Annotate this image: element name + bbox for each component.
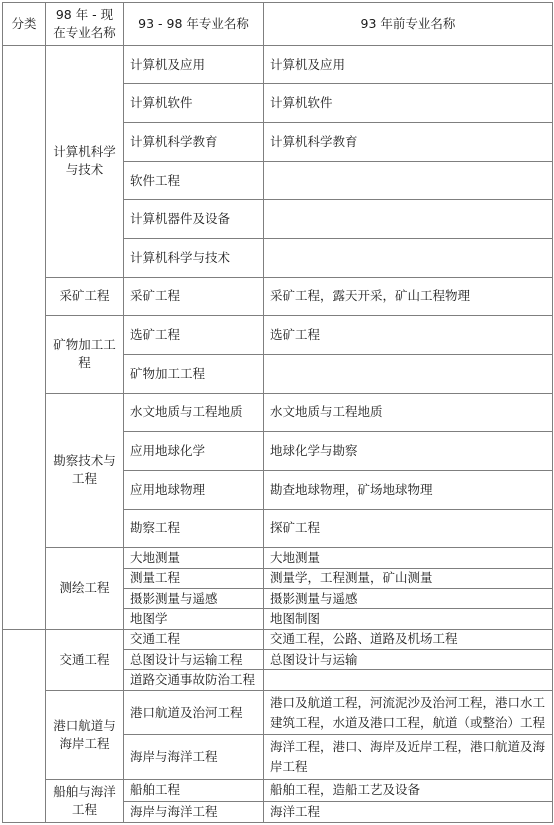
old-major-cell: 采矿工程，露天开采，矿山工程物理 bbox=[264, 277, 553, 316]
table-row bbox=[3, 629, 553, 649]
old-major-cell: 计算机科学教育 bbox=[264, 123, 553, 162]
old-major-cell: 港口及航道工程，河流泥沙及治河工程，港口水工建筑工程，水道及港口工程，航道（或整治）工程 bbox=[264, 690, 553, 735]
current-major-cell: 船舶与海洋工程 bbox=[46, 780, 124, 823]
current-major-cell: 矿物加工工程 bbox=[46, 316, 124, 393]
old-major-cell: 勘查地球物理，矿场地球物理 bbox=[264, 470, 553, 509]
header-pre93-major: 93 年前专业名称 bbox=[264, 3, 553, 46]
mid-major-cell: 海岸与海洋工程 bbox=[124, 801, 264, 822]
old-major-cell: 海洋工程，港口、海岸及近岸工程，港口航道及海岸工程 bbox=[264, 735, 553, 780]
old-major-cell: 交通工程，公路、道路及机场工程 bbox=[264, 629, 553, 649]
mid-major-cell: 软件工程 bbox=[124, 161, 264, 200]
old-major-cell: 船舶工程，造船工艺及设备 bbox=[264, 780, 553, 801]
mid-major-cell: 船舶工程 bbox=[124, 780, 264, 801]
old-major-cell bbox=[264, 670, 553, 690]
mid-major-cell: 港口航道及治河工程 bbox=[124, 690, 264, 735]
header-row bbox=[3, 3, 553, 46]
old-major-cell: 选矿工程 bbox=[264, 316, 553, 355]
mid-major-cell: 采矿工程 bbox=[124, 277, 264, 316]
major-mapping-table bbox=[2, 2, 553, 823]
category-cell-1 bbox=[3, 45, 46, 629]
mid-major-cell: 计算机科学教育 bbox=[124, 123, 264, 162]
mid-major-cell: 水文地质与工程地质 bbox=[124, 393, 264, 432]
header-current-major: 98 年 - 现在专业名称 bbox=[46, 3, 124, 46]
old-major-cell: 计算机软件 bbox=[264, 84, 553, 123]
mid-major-cell: 选矿工程 bbox=[124, 316, 264, 355]
mid-major-cell: 测量工程 bbox=[124, 568, 264, 588]
table-row bbox=[3, 780, 553, 801]
old-major-cell: 测量学，工程测量，矿山测量 bbox=[264, 568, 553, 588]
mid-major-cell: 海岸与海洋工程 bbox=[124, 735, 264, 780]
mid-major-cell: 总图设计与运输工程 bbox=[124, 649, 264, 669]
mid-major-cell: 交通工程 bbox=[124, 629, 264, 649]
table-row bbox=[3, 393, 553, 432]
old-major-cell bbox=[264, 239, 553, 278]
mid-major-cell: 大地测量 bbox=[124, 548, 264, 568]
old-major-cell bbox=[264, 354, 553, 393]
old-major-cell bbox=[264, 161, 553, 200]
old-major-cell: 水文地质与工程地质 bbox=[264, 393, 553, 432]
old-major-cell: 探矿工程 bbox=[264, 509, 553, 548]
mid-major-cell: 计算机科学与技术 bbox=[124, 239, 264, 278]
category-cell-2 bbox=[3, 629, 46, 822]
mid-major-cell: 计算机器件及设备 bbox=[124, 200, 264, 239]
old-major-cell: 海洋工程 bbox=[264, 801, 553, 822]
header-93-98-major: 93 - 98 年专业名称 bbox=[124, 3, 264, 46]
current-major-cell: 港口航道与海岸工程 bbox=[46, 690, 124, 780]
current-major-cell: 采矿工程 bbox=[46, 277, 124, 316]
old-major-cell: 计算机及应用 bbox=[264, 45, 553, 84]
old-major-cell: 大地测量 bbox=[264, 548, 553, 568]
mid-major-cell: 勘察工程 bbox=[124, 509, 264, 548]
table-row bbox=[3, 316, 553, 355]
mid-major-cell: 应用地球化学 bbox=[124, 432, 264, 471]
old-major-cell: 摄影测量与遥感 bbox=[264, 588, 553, 608]
table-row bbox=[3, 548, 553, 568]
table-row bbox=[3, 45, 553, 84]
old-major-cell bbox=[264, 200, 553, 239]
mid-major-cell: 道路交通事故防治工程 bbox=[124, 670, 264, 690]
old-major-cell: 地球化学与勘察 bbox=[264, 432, 553, 471]
mid-major-cell: 地图学 bbox=[124, 609, 264, 629]
mid-major-cell: 计算机软件 bbox=[124, 84, 264, 123]
table-row bbox=[3, 690, 553, 735]
current-major-cell: 交通工程 bbox=[46, 629, 124, 690]
current-major-cell: 计算机科学与技术 bbox=[46, 45, 124, 277]
mid-major-cell: 应用地球物理 bbox=[124, 470, 264, 509]
old-major-cell: 总图设计与运输 bbox=[264, 649, 553, 669]
old-major-cell: 地图制图 bbox=[264, 609, 553, 629]
current-major-cell: 测绘工程 bbox=[46, 548, 124, 629]
mid-major-cell: 矿物加工工程 bbox=[124, 354, 264, 393]
mid-major-cell: 摄影测量与遥感 bbox=[124, 588, 264, 608]
mid-major-cell: 计算机及应用 bbox=[124, 45, 264, 84]
table-row bbox=[3, 277, 553, 316]
current-major-cell: 勘察技术与工程 bbox=[46, 393, 124, 548]
header-category: 分类 bbox=[3, 3, 46, 46]
